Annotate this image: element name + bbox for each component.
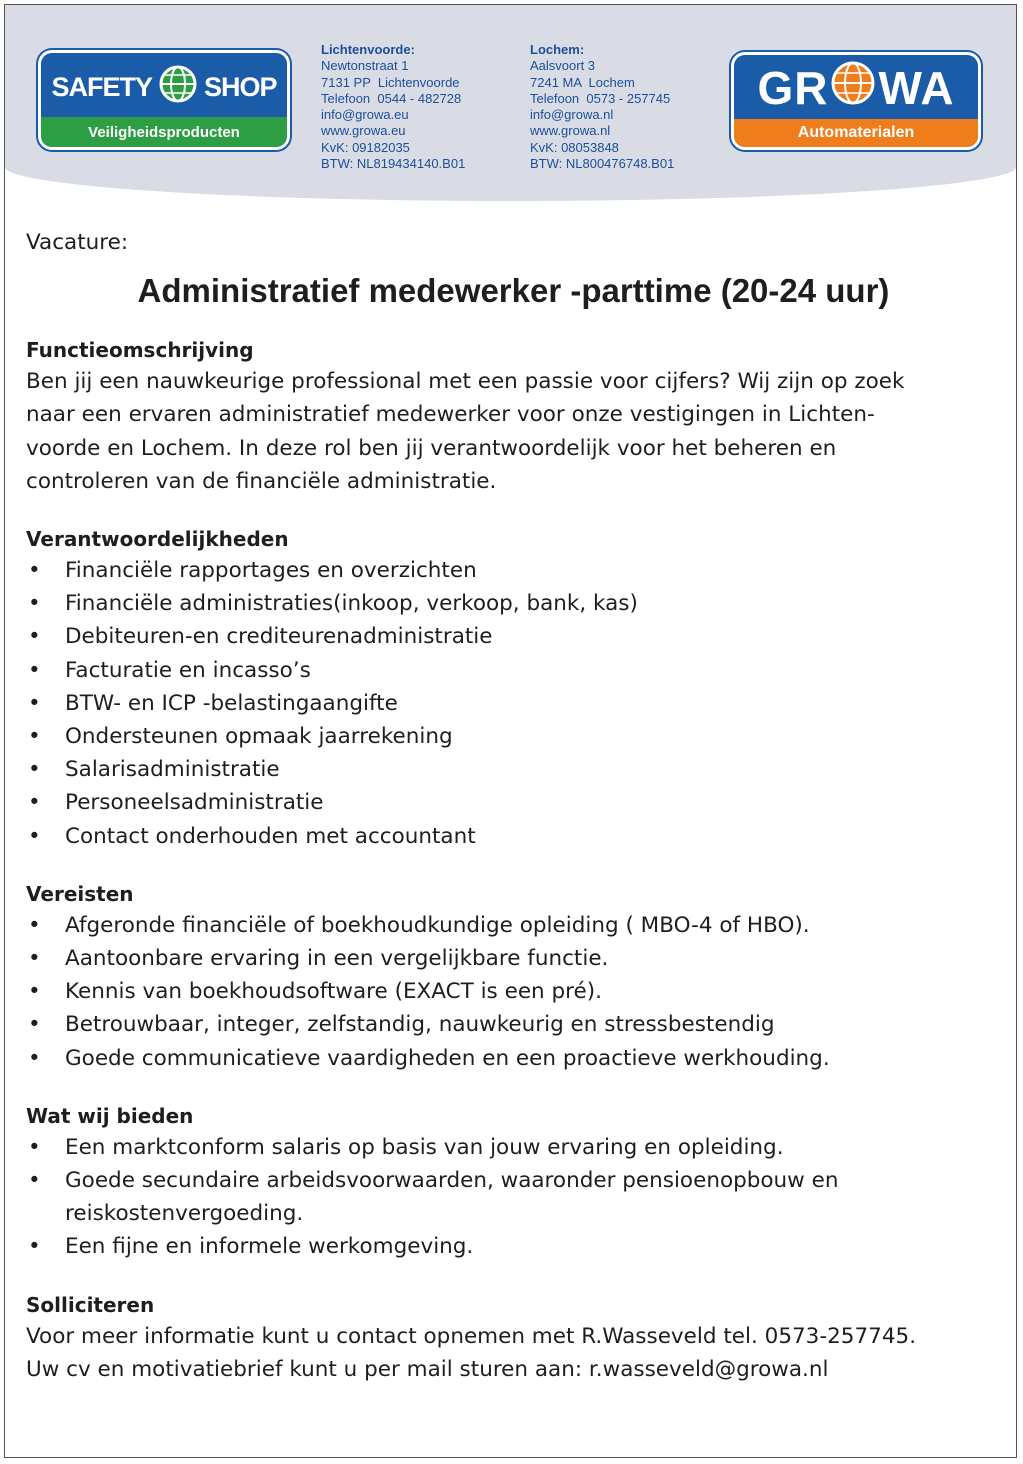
btw-line: BTW: NL800476748.B01 <box>530 156 675 172</box>
section-heading: Solliciteren <box>26 1292 155 1317</box>
list-item: • Personeelsadministratie <box>26 786 1001 819</box>
email-line: info@growa.eu <box>321 107 409 123</box>
address-lichtenvoorde <box>321 42 465 172</box>
paragraph-line: Voor meer informatie kunt u contact opnemen met R.Wasseveld tel. 0573-257745. <box>26 1323 917 1349</box>
btw-line: BTW: NL819434140.B01 <box>321 156 466 172</box>
location-name: Lochem: <box>530 42 585 57</box>
list-item: • Een fijne en informele werkomgeving. <box>26 1230 1001 1263</box>
paragraph-line: Ben jij een nauwkeurige professional met een passie voor cijfers? Wij zijn op zoek <box>26 369 905 395</box>
list-item: • Financiële administraties(inkoop, verkoop, bank, kas) <box>26 587 1001 620</box>
phone-line: Telefoon 0573 - 257745 <box>530 90 671 106</box>
section-heading: Verantwoordelijkheden <box>26 527 289 552</box>
section-responsibilities <box>26 524 1001 853</box>
growa-tagline: Automaterialen <box>734 119 978 147</box>
list-item: • Goede communicatieve vaardigheden en een proactieve werkhouding. <box>26 1042 1001 1075</box>
safety-shop-tagline: Veiligheidsproducten <box>41 117 287 147</box>
paragraph-line: Uw cv en motivatiebrief kunt u per mail sturen aan: r.wasseveld@growa.nl <box>26 1356 829 1382</box>
paragraph-line: controleren van de financiële administratie. <box>26 468 497 494</box>
list-item: • Debiteuren-en crediteurenadministratie <box>26 620 1001 653</box>
safety-shop-logo <box>38 50 290 150</box>
address-line: 7241 MA Lochem <box>530 74 635 90</box>
list-item: • Kennis van boekhoudsoftware (EXACT is een pré). <box>26 975 1001 1008</box>
section-description <box>26 335 1001 498</box>
growa-logo-right: WA <box>878 62 955 114</box>
responsibilities-list <box>26 554 1001 853</box>
safety-shop-logo-left: SAFETY <box>51 71 152 102</box>
globe-helmet-icon <box>158 64 198 111</box>
kvk-line: KvK: 09182035 <box>321 139 410 155</box>
website-line: www.growa.nl <box>530 123 611 139</box>
list-item: • Facturatie en incasso’s <box>26 654 1001 687</box>
address-line: Aalsvoort 3 <box>530 58 596 74</box>
section-heading: Functieomschrijving <box>26 338 254 363</box>
section-apply <box>26 1290 1001 1386</box>
list-item: • Een marktconform salaris op basis van jouw ervaring en opleiding. <box>26 1131 1001 1164</box>
section-heading: Vereisten <box>26 881 134 906</box>
requirements-list <box>26 909 1001 1075</box>
list-item: • Contact onderhouden met accountant <box>26 820 1001 853</box>
address-line: Newtonstraat 1 <box>321 58 409 74</box>
offer-list <box>26 1131 1001 1264</box>
list-item: • Aantoonbare ervaring in een vergelijkbare functie. <box>26 942 1001 975</box>
kvk-line: KvK: 08053848 <box>530 139 619 155</box>
section-heading: Wat wij bieden <box>26 1103 194 1128</box>
vacancy-body <box>26 226 1001 1412</box>
safety-shop-logo-right: SHOP <box>203 71 277 102</box>
section-offer <box>26 1101 1001 1264</box>
website-line: www.growa.eu <box>321 123 406 139</box>
paragraph-line: naar een ervaren administratief medewerker voor onze vestigingen in Lichten- <box>26 402 875 428</box>
list-item: • BTW- en ICP -belastingaangifte <box>26 687 1001 720</box>
list-item: • Salarisadministratie <box>26 753 1001 786</box>
address-lochem <box>530 42 674 172</box>
list-item: • Betrouwbaar, integer, zelfstandig, nauwkeurig en stressbestendig <box>26 1008 1001 1041</box>
address-line: 7131 PP Lichtenvoorde <box>321 74 460 90</box>
vacancy-title: Administratief medewerker -parttime (20-24 uur) <box>137 272 890 310</box>
list-item: • Ondersteunen opmaak jaarrekening <box>26 720 1001 753</box>
paragraph-line: voorde en Lochem. In deze rol ben jij verantwoordelijk voor het beheren en <box>26 435 837 461</box>
list-item: • Goede secundaire arbeidsvoorwaarden, waaronder pensioenopbouw en reiskostenvergoeding. <box>26 1164 1001 1230</box>
section-requirements <box>26 879 1001 1075</box>
list-item: • Financiële rapportages en overzichten <box>26 554 1001 587</box>
growa-logo <box>731 52 981 150</box>
phone-line: Telefoon 0544 - 482728 <box>321 90 462 106</box>
location-name: Lichtenvoorde: <box>321 42 415 57</box>
list-item: • Afgeronde financiële of boekhoudkundige opleiding ( MBO-4 of HBO). <box>26 909 1001 942</box>
growa-logo-left: GR <box>757 62 829 114</box>
globe-icon <box>830 60 876 117</box>
vacancy-label: Vacature: <box>26 230 129 255</box>
email-line: info@growa.nl <box>530 107 614 123</box>
